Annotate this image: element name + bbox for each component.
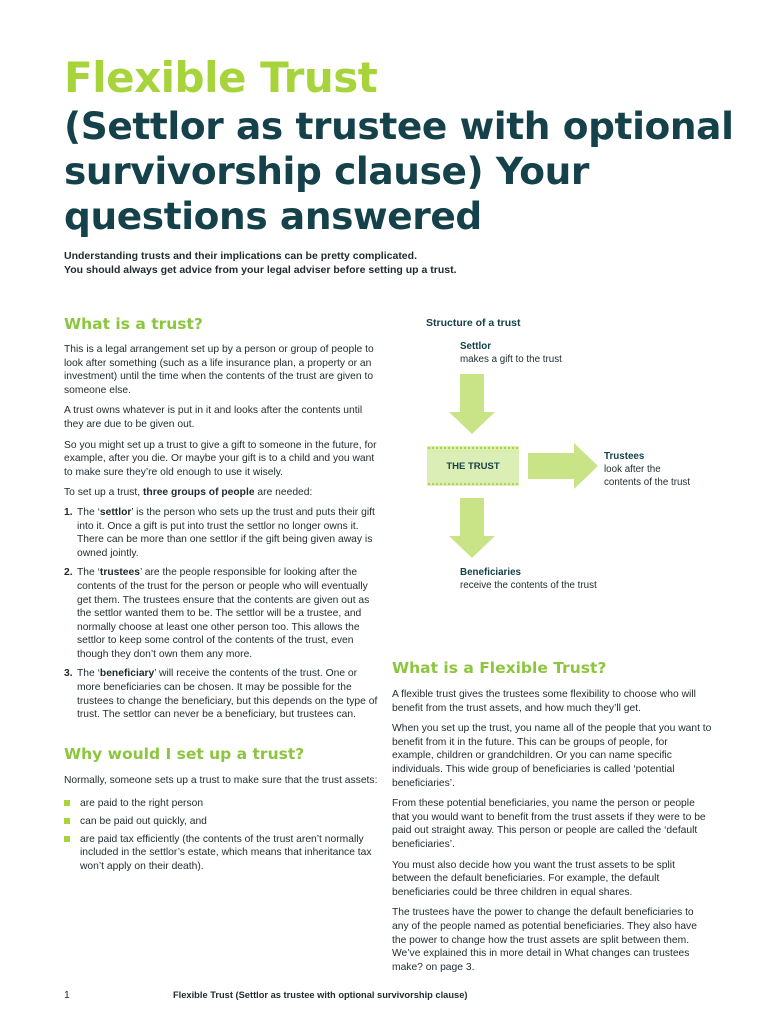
section-heading-what-is-trust: What is a trust? bbox=[64, 315, 203, 333]
right-column bbox=[392, 658, 712, 974]
intro-line-2: You should always get advice from your legal adviser before setting up a trust. bbox=[64, 264, 457, 276]
text-fragment: ’ will receive the contents of the trust. One or more beneficiaries can be chosen. It may be possible for the trustees to change the beneficiary, but this depends on the type of trust. The settlor can never be a beneficiary, but trustees can. bbox=[77, 668, 378, 721]
trustees-label bbox=[604, 450, 690, 489]
groups-list bbox=[64, 506, 380, 722]
list-item bbox=[64, 815, 380, 829]
page-number: 1 bbox=[64, 989, 70, 1001]
section-heading-why-setup: Why would I set up a trust? bbox=[64, 744, 305, 763]
list-item bbox=[64, 566, 380, 661]
text-fragment: The ‘ bbox=[77, 567, 100, 579]
paragraph: So you might set up a trust to give a gift to someone in the future, for example, after you die. Or maybe your gift is to a child and you want to make sure they’re old enough to use it wisely. bbox=[64, 439, 377, 478]
list-number: 3. bbox=[64, 668, 73, 680]
settlor-heading: Settlor bbox=[460, 341, 492, 352]
text-fragment: ’ is the person who sets up the trust and puts their gift into it. Once a gift is put into trust the settlor no longer owns it. There can be more than one settlor if the gift being given away is owned jointly. bbox=[77, 506, 375, 559]
list-item bbox=[64, 667, 380, 721]
beneficiaries-label bbox=[460, 566, 597, 592]
beneficiaries-description: receive the contents of the trust bbox=[460, 580, 597, 591]
paragraph bbox=[64, 486, 380, 500]
paragraph: This is a legal arrangement set up by a person or group of people to look after something (such as a life insurance plan, a property or an investment) until the time when the contents of the trust are given to someone else. bbox=[64, 344, 374, 396]
term-trustees: trustees bbox=[99, 567, 140, 579]
square-bullet-icon bbox=[64, 836, 70, 842]
diagram-title: Structure of a trust bbox=[426, 317, 521, 329]
square-bullet-icon bbox=[64, 800, 70, 806]
settlor-description: makes a gift to the trust bbox=[460, 354, 562, 365]
term-settlor: settlor bbox=[99, 506, 132, 518]
bullet-text: can be paid out quickly, and bbox=[80, 816, 207, 828]
text-fragment: The ‘ bbox=[77, 668, 100, 680]
paragraph: The trustees have the power to change the default beneficiaries to any of the people named as potential beneficiaries. They also have the power to change how the trust assets are split between them. We’ve explained this in more detail in What changes can trustees make? on page 3. bbox=[392, 907, 697, 973]
list-item bbox=[64, 797, 380, 811]
text-fragment: The ‘ bbox=[77, 506, 100, 518]
list-number: 2. bbox=[64, 567, 73, 579]
footer-title: Flexible Trust (Settlor as trustee with optional survivorship clause) bbox=[173, 990, 468, 1000]
arrow-down-icon bbox=[449, 374, 495, 434]
list-item bbox=[64, 506, 380, 560]
term-beneficiary: beneficiary bbox=[99, 668, 155, 680]
trustees-heading: Trustees bbox=[604, 451, 645, 462]
document-subtitle: (Settlor as trustee with optional survivorship clause) Your questions answered bbox=[64, 104, 734, 238]
paragraph: From these potential beneficiaries, you name the person or people that you would want to benefit from the trust assets if they were to be paid out straight away. This person or people are called the ‘default beneficiaries’. bbox=[392, 798, 706, 850]
intro-text bbox=[64, 249, 664, 277]
arrow-down-icon bbox=[449, 498, 495, 558]
list-item bbox=[64, 833, 380, 874]
trust-box-label: THE TRUST bbox=[446, 460, 500, 472]
trustees-description-line-2: contents of the trust bbox=[604, 477, 691, 488]
paragraph: When you set up the trust, you name all of the people that you want to benefit from it in the future. This can be groups of people, for example, children or grandchildren. Or you can name specific individuals. This wide group of beneficiaries is called ‘potential beneficiaries’. bbox=[392, 723, 712, 789]
bullet-text: are paid to the right person bbox=[80, 798, 204, 810]
left-column bbox=[64, 314, 380, 877]
beneficiaries-heading: Beneficiaries bbox=[460, 567, 521, 578]
list-number: 1. bbox=[64, 506, 73, 518]
document-title: Flexible Trust bbox=[64, 53, 378, 102]
intro-line-1: Understanding trusts and their implications can be pretty complicated. bbox=[64, 250, 417, 262]
text-fragment: ’ are the people responsible for looking after the contents of the trust for the person or people who will eventually get them. The trustees ensure that the contents are given out as the settlor wanted them to be. The settlor will be a trustee, and normally choose at least one other person too. This allows the settlor to keep some control of the contents of the trust, even though they don’t own them any more. bbox=[77, 567, 370, 660]
section-heading-flexible-trust: What is a Flexible Trust? bbox=[392, 659, 607, 677]
paragraph: You must also decide how you want the trust assets to be split between the default beneficiaries. For example, the default beneficiaries could be three children in equal shares. bbox=[392, 859, 675, 898]
trust-box bbox=[427, 446, 519, 486]
square-bullet-icon bbox=[64, 818, 70, 824]
emphasis-text: three groups of people bbox=[142, 487, 255, 499]
paragraph: Normally, someone sets up a trust to make sure that the trust assets: bbox=[64, 774, 378, 786]
text-fragment: are needed: bbox=[254, 487, 313, 499]
reasons-list bbox=[64, 797, 380, 873]
bullet-text: are paid tax efficiently (the contents of the trust aren’t normally included in the settlor’s estate, which means that inheritance tax won’t apply on their death). bbox=[80, 833, 372, 872]
paragraph: A flexible trust gives the trustees some flexibility to choose who will benefit from the trust assets, and how much they’ll get. bbox=[392, 689, 696, 714]
text-fragment: To set up a trust, bbox=[64, 487, 143, 499]
trustees-description-line-1: look after the bbox=[604, 464, 661, 475]
settlor-label bbox=[460, 340, 562, 366]
paragraph: A trust owns whatever is put in it and looks after the contents until they are due to be given out. bbox=[64, 405, 363, 430]
arrow-right-icon bbox=[528, 443, 598, 489]
